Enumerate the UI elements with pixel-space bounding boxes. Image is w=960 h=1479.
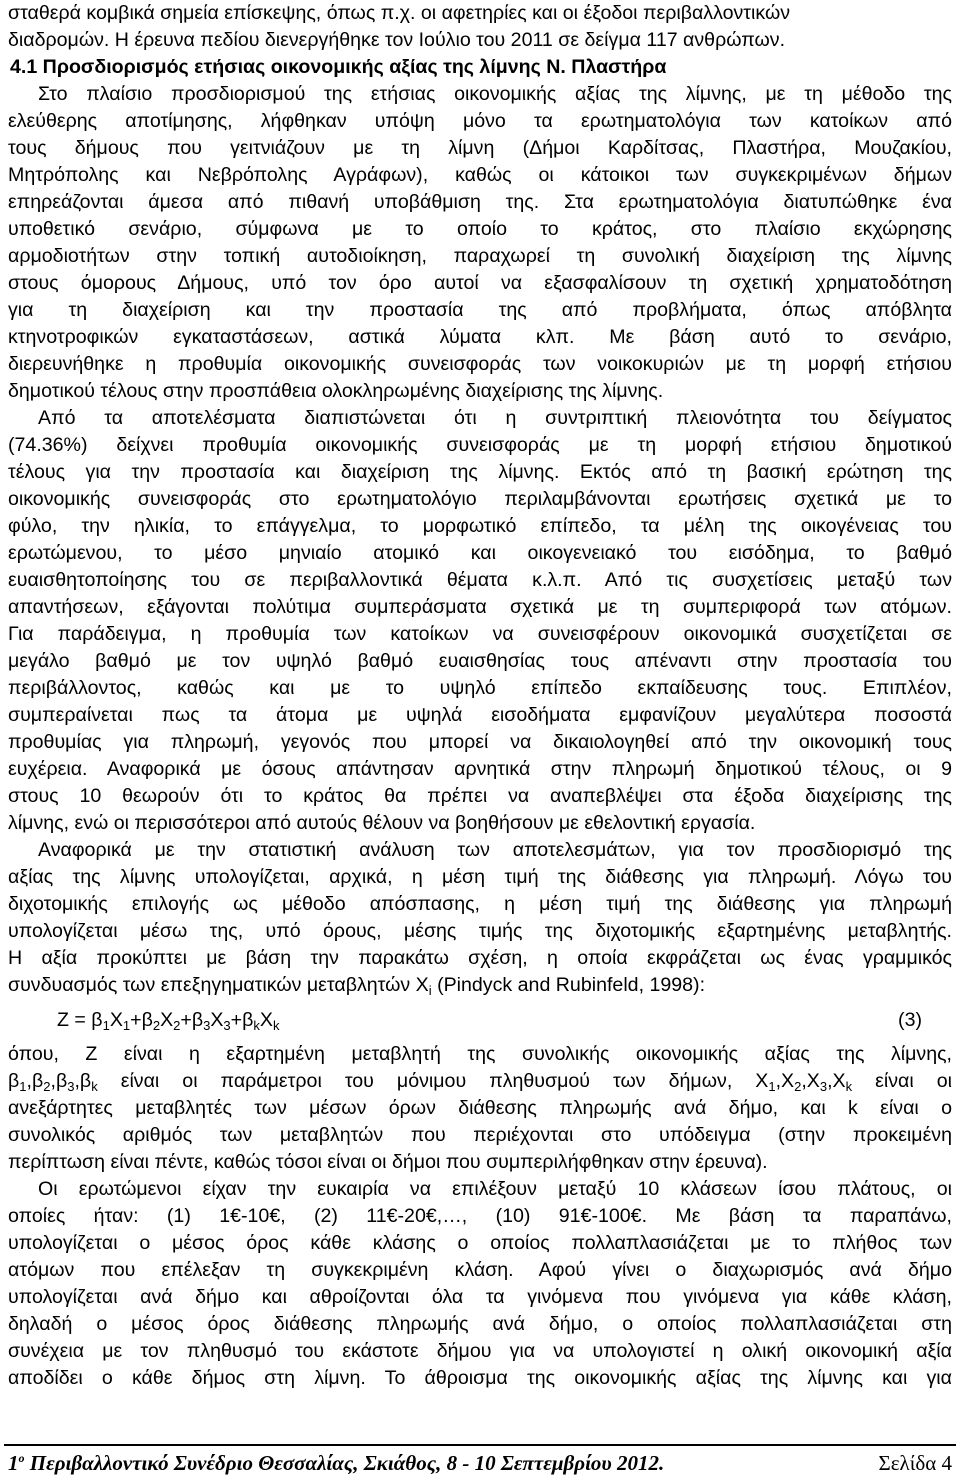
paragraph-line: οποίες ήταν: (1) 1€-10€, (2) 11€-20€,…, (10) 91€-100€. Με βάση τα παραπάνω, xyxy=(8,1205,952,1227)
paragraph-line: Από τα αποτελέσματα διαπιστώνεται ότι η συντριπτική πλειονότητα του δείγματος xyxy=(38,407,952,429)
text-run: είναι οι xyxy=(852,1070,952,1092)
eq-sub: 3 xyxy=(203,1018,211,1033)
text-run: β xyxy=(31,1070,44,1092)
paragraph-line: ερωτώμενου, το μέσο μηνιαίο ατομικό και οικογενειακό του εισόδημα, το βαθμό xyxy=(8,542,952,564)
paragraph-last-line: περίπτωση είναι πέντε, καθώς τόσοι είναι οι δήμοι που συμπεριλήφθηκαν στην έρευνα). xyxy=(8,1151,768,1173)
document-page xyxy=(8,0,952,1392)
text-run: (Pindyck and Rubinfeld, 1998): xyxy=(431,974,706,996)
footer-ordinal: ο xyxy=(18,1451,25,1465)
eq-part: +β xyxy=(130,1009,153,1031)
text-run: είναι οι παράμετροι του μόνιμου πληθυσμού των δήμων, X xyxy=(97,1070,769,1092)
paragraph-line: συνέχεια με τον πληθυσμό του εκάστοτε δήμου για να υπολογιστεί η ολική οικονομική αξία xyxy=(8,1340,952,1362)
paragraph-line: ατόμων που επέλεξαν τη συγκεκριμένη κλάση. Αφού γίνει ο διαχωρισμός ανά δήμο xyxy=(8,1259,952,1281)
intro-line: σταθερά κομβικά σημεία επίσκεψης, όπως π.χ. οι αφετηρίες και οι έξοδοι περιβαλλοντικών xyxy=(8,2,791,24)
subscript: k xyxy=(91,1079,98,1094)
equation xyxy=(57,999,279,1041)
subscript: 2 xyxy=(43,1079,51,1094)
eq-part: X xyxy=(259,1009,273,1031)
paragraph-line: Αναφορικά με την στατιστική ανάλυση των αποτελεσμάτων, για τον προσδιορισμό της xyxy=(38,839,952,861)
paragraph-line: τέλους για την προστασία και διαχείριση της λίμνης. Εκτός από τη βασική ερώτηση της xyxy=(8,461,952,483)
paragraph-line: Οι ερωτώμενοι είχαν την ευκαιρία να επιλέξουν μεταξύ 10 κλάσεων ίσου πλάτους, οι xyxy=(38,1178,952,1200)
paragraph-line: ελεύθερης αποτίμησης, λήφθηκαν υπόψη μόνο τα ερωτηματολόγια των κατοίκων από xyxy=(8,110,952,132)
eq-sub: k xyxy=(272,1018,280,1033)
paragraph-line: ευαισθητοποίησης του σε περιβαλλοντικά θέματα κ.λ.π. Από τις συσχετίσεις μεταξύ των xyxy=(8,569,952,591)
paragraph-line: ανεξάρτητες μεταβλητές των μέσων όρων διάθεσης πληρωμής ανά δήμο, και k είναι ο xyxy=(8,1097,952,1119)
paragraph-line: για τη διαχείριση και την προστασία της από προβλήματα, όπως απόβλητα xyxy=(8,299,952,321)
eq-sub: 3 xyxy=(223,1018,231,1033)
eq-part: X xyxy=(109,1009,123,1031)
equation-row xyxy=(8,999,952,1041)
paragraph-line: διχοτομικής επιλογής ως μέθοδο απόσπασης, η μέση τιμή της διάθεσης για πληρωμή xyxy=(8,893,952,915)
paragraph-line: οικονομικής συνεισφοράς στο ερωτηματολόγιο περιλαμβάνονται ερωτήσεις σχετικά με το xyxy=(8,488,952,510)
text-run: συνδυασμός των επεξηγηματικών μεταβλητών X xyxy=(8,974,429,996)
paragraph-line: στους 10 θεωρούν ότι το κράτος θα πρέπει να αναπεβλέψει στα έξοδα διαχείρισης της xyxy=(8,785,952,807)
paragraph-line: διερευνήθηκε η προθυμία οικονομικής συνεισφοράς των νοικοκυριών με τη μορφή ετήσιου xyxy=(8,353,952,375)
paragraph-line: απαντήσεων, εξάγονται πολύτιμα συμπεράσματα σχετικά με τη συμπεριφορά των ατόμων. xyxy=(8,596,952,618)
paragraph-line: επηρεάζονται άμεσα από πιθανή υποβάθμιση της. Στα ερωτηματολόγια διατυπώθηκε ένα xyxy=(8,191,952,213)
paragraph-line: (74.36%) δείχνει προθυμία οικονομικής συνεισφοράς με τη μορφή ετήσιου δημοτικού xyxy=(8,434,952,456)
paragraph-line: αρμοδιοτήτων στην τοπική αυτοδιοίκηση, παραχωρεί τη συνολική διαχείριση της λίμνης xyxy=(8,245,952,267)
paragraph-line: συνολικός αριθμός των μεταβλητών που περιέχονται στο υπόδειγμα (στην προκειμένη xyxy=(8,1124,952,1146)
paragraph-line: υπολογίζεται ανά δήμο και αθροίζονται όλα τα γινόμενα που γινόμενα για κάθε κλάση, xyxy=(8,1286,952,1308)
paragraph-line: περιβάλλοντος, καθώς και με το υψηλό επίπεδο εκπαίδευσης τους. Επιπλέον, xyxy=(8,677,952,699)
eq-part: X xyxy=(160,1009,174,1031)
paragraph-line: υποθετικό σενάριο, σύμφωνα με το οποίο το κράτος, στο πλαίσιο εκχώρησης xyxy=(8,218,952,240)
page-number: Σελίδα 4 xyxy=(878,1451,952,1475)
paragraph-line: συμπεραίνεται πως τα άτομα με υψηλά εισοδήματα εμφανίζουν μεγαλύτερα ποσοστά xyxy=(8,704,952,726)
paragraph-last-line: δημοτικού τέλους στην προσπάθεια ολοκληρωμένης διαχείρισης της λίμνης. xyxy=(8,380,664,402)
paragraph-line: Η αξία προκύπτει με βάση την παρακάτω σχέση, η οποία εκφράζεται ως ένας γραμμικός xyxy=(8,947,952,969)
paragraph-last-line xyxy=(8,972,952,999)
paragraph-line: Μητρόπολης και Νεβρόπολης Αγράφων), καθώς οι κάτοικοι των συγκεκριμένων δήμων xyxy=(8,164,952,186)
subscript: 2 xyxy=(794,1079,802,1094)
paragraph-line: όπου, Z είναι η εξαρτημένη μεταβλητή της συνολικής οικονομικής αξίας της λίμνης, xyxy=(8,1043,952,1065)
text-run: β xyxy=(55,1070,68,1092)
subscript: k xyxy=(845,1079,853,1094)
eq-sub: 1 xyxy=(102,1018,110,1033)
eq-part: X xyxy=(210,1009,224,1031)
paragraph-line: δηλαδή ο μέσος όρος διάθεσης πληρωμής ανά δήμο, ο οποίος πολλαπλασιάζεται στη xyxy=(8,1313,952,1335)
paragraph-line: στους όμορους Δήμους, υπό τον όρο αυτοί να εξασφαλίσουν τη σχετική χρηματοδότηση xyxy=(8,272,952,294)
eq-part: Z = β xyxy=(57,1009,103,1031)
text-run: β xyxy=(79,1070,92,1092)
footer-divider xyxy=(4,1444,956,1446)
paragraph-line: κτηνοτροφικών εγκαταστάσεων, αστικά λύματα κλπ. Με βάση αυτό το σενάριο, xyxy=(8,326,952,348)
paragraph-line: Στο πλαίσιο προσδιορισμού της ετήσιας οικονομικής αξίας της λίμνης, με τη μέθοδο της xyxy=(38,83,952,105)
paragraph-line: μεγάλο βαθμό με τον υψηλό βαθμό ευαισθησίας τους απέναντι στην προστασία του xyxy=(8,650,952,672)
equation-number: (3) xyxy=(898,1009,922,1031)
subscript: 1 xyxy=(768,1079,776,1094)
paragraph-line: ευχέρεια. Αναφορικά με όσους απάντησαν αρνητικά στην πληρωμή δημοτικού τέλους, οι 9 xyxy=(8,758,952,780)
paragraph-line: τους δήμους που γειτνιάζουν με τη λίμνη (Δήμοι Καρδίτσας, Πλαστήρα, Μουζακίου, xyxy=(8,137,952,159)
footer-number: 1 xyxy=(8,1451,19,1475)
eq-sub: 2 xyxy=(173,1018,181,1033)
paragraph-line: προθυμίας για πληρωμή, γεγονός που μπορεί να δικαιολογηθεί από την οικονομική τους xyxy=(8,731,952,753)
paragraph-line: Για παράδειγμα, η προθυμία των κατοίκων να συνεισφέρουν οικονομικά συσχετίζεται σε xyxy=(8,623,952,645)
eq-sub: k xyxy=(253,1018,260,1033)
paragraph-line: υπολογίζεται μέσω της, υπό όρους, μέσης τιμής της διχοτομικής εξαρτημένης μεταβλητής. xyxy=(8,920,952,942)
intro-line: διαδρομών. Η έρευνα πεδίου διενεργήθηκε τον Ιούλιο του 2011 σε δείγμα 117 ανθρώπων. xyxy=(8,29,786,51)
eq-sub: 2 xyxy=(152,1018,161,1033)
paragraph-line: αξίας της λίμνης υπολογίζεται, αρχικά, η μέση τιμή της διάθεσης για πληρωμή. Λόγω του xyxy=(8,866,952,888)
subscript: 3 xyxy=(67,1079,75,1094)
eq-part: +β xyxy=(230,1009,254,1031)
subscript: 1 xyxy=(19,1079,27,1094)
eq-part: +β xyxy=(180,1009,204,1031)
subscript: i xyxy=(428,983,432,998)
paragraph-line: αποδίδει ο κάθε δήμος στη λίμνη. Το άθροισμα της οικονομικής αξίας της λίμνης και για xyxy=(8,1367,952,1389)
paragraph-line: υπολογίζεται ο μέσος όρος κάθε κλάσης ο οποίος πολλαπλασιάζεται με το πλήθος των xyxy=(8,1232,952,1254)
paragraph-line: φύλο, την ηλικία, το επάγγελμα, το μορφωτικό επίπεδο, τα μέλη της οικογένειας του xyxy=(8,515,952,537)
page-footer xyxy=(0,1440,960,1479)
section-heading: 4.1 Προσδιορισμός ετήσιας οικονομικής αξίας της λίμνης Ν. Πλαστήρα xyxy=(10,56,667,78)
paragraph-last-line: λίμνης, ενώ οι περισσότεροι από αυτούς θέλουν να βοηθήσουν με εθελοντική εργασία. xyxy=(8,812,756,834)
subscript: 3 xyxy=(819,1079,828,1094)
text-run: β xyxy=(8,1070,20,1092)
footer-text: Περιβαλλοντικό Συνέδριο Θεσσαλίας, Σκιάθος, 8 - 10 Σεπτεμβρίου 2012. xyxy=(24,1451,665,1475)
eq-sub: 1 xyxy=(122,1018,131,1033)
paragraph-line: $\beta_1,\beta_2,\beta_3,\beta_k$ είναι οι παράμετροι του μόνιμου πληθυσμού των δήμων, $X_1,X_2,X_3,X_k$ είναι οι xyxy=(8,1070,952,1094)
conference-title xyxy=(8,1448,664,1478)
